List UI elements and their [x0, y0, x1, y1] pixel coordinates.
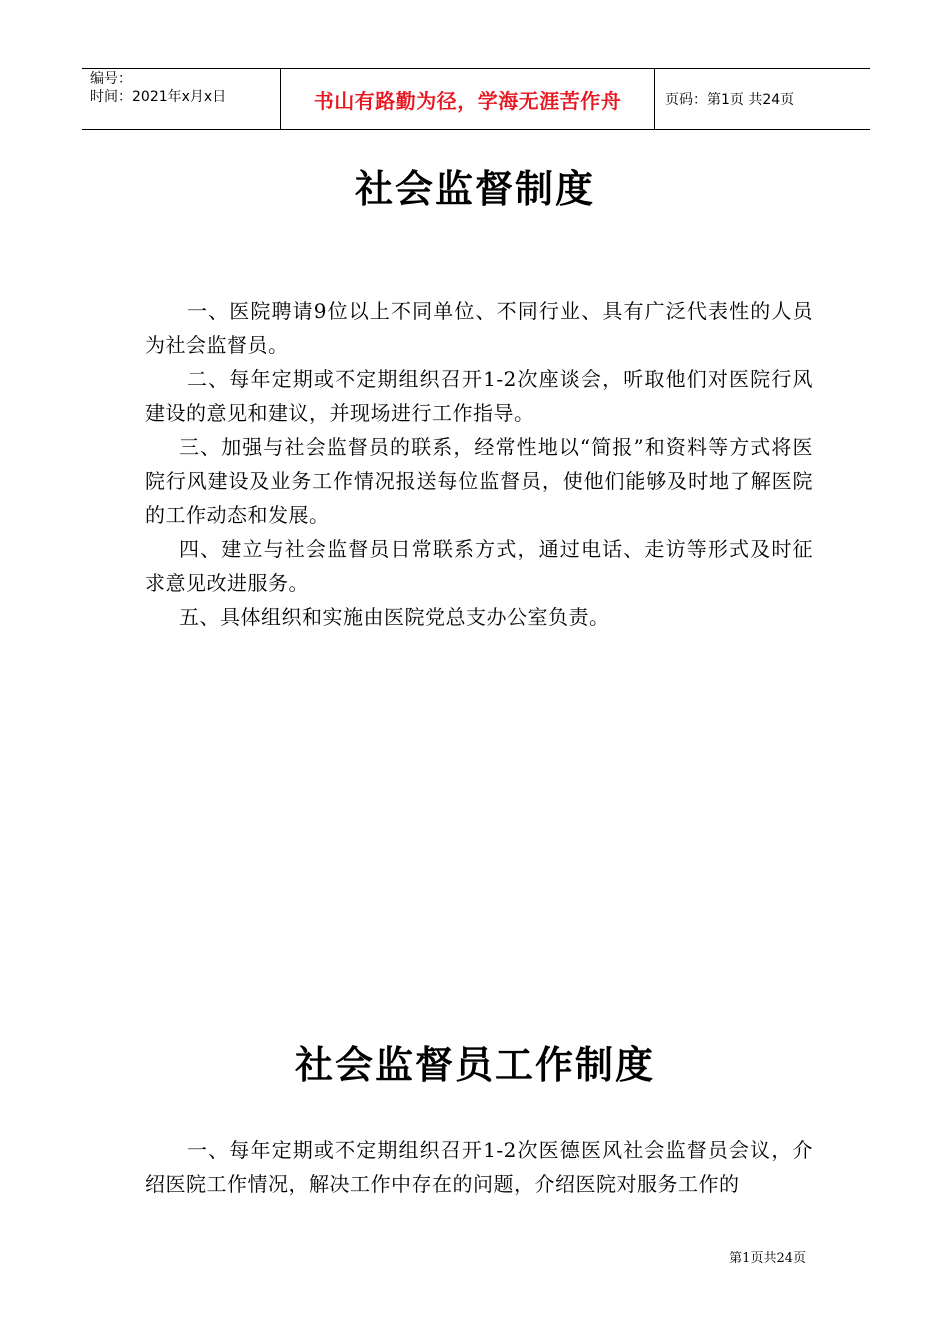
document-date-label: 时间：2021年x月x日: [90, 89, 227, 105]
section-body-supervisor-work: [145, 1133, 813, 1201]
header-motto-cell: [281, 69, 655, 129]
header-page-info: 页码：第1页 共24页: [665, 92, 795, 108]
document-code-label: 编号：: [90, 71, 132, 87]
section-title-social-supervision: 社会监督制度: [354, 166, 595, 211]
section-title-supervisor-work: 社会监督员工作制度: [294, 1042, 655, 1087]
paragraph: 二、每年定期或不定期组织召开1-2次座谈会，听取他们对医院行风建设的意见和建议，并现场进行工作指导。: [145, 367, 813, 425]
section-body-social-supervision: [145, 294, 813, 634]
paragraph: 五、具体组织和实施由医院党总支办公室负责。: [179, 605, 610, 629]
paragraph: 四、建立与社会监督员日常联系方式，通过电话、走访等形式及时征求意见改进服务。: [145, 537, 813, 595]
paragraph: 一、医院聘请9位以上不同单位、不同行业、具有广泛代表性的人员为社会监督员。: [145, 299, 813, 357]
header-page-cell: [655, 69, 870, 129]
footer-page-info: 第1页共24页: [729, 1251, 806, 1266]
document-header: [82, 68, 870, 130]
header-meta-cell: [82, 69, 281, 129]
paragraph: 一、每年定期或不定期组织召开1-2次医德医风社会监督员会议，介绍医院工作情况，解决工作中存在的问题，介绍医院对服务工作的: [145, 1138, 813, 1196]
paragraph: 三、加强与社会监督员的联系，经常性地以“简报”和资料等方式将医院行风建设及业务工作情况报送每位监督员，使他们能够及时地了解医院的工作动态和发展。: [145, 435, 813, 527]
header-motto: 书山有路勤为径，学海无涯苦作舟: [313, 88, 622, 113]
